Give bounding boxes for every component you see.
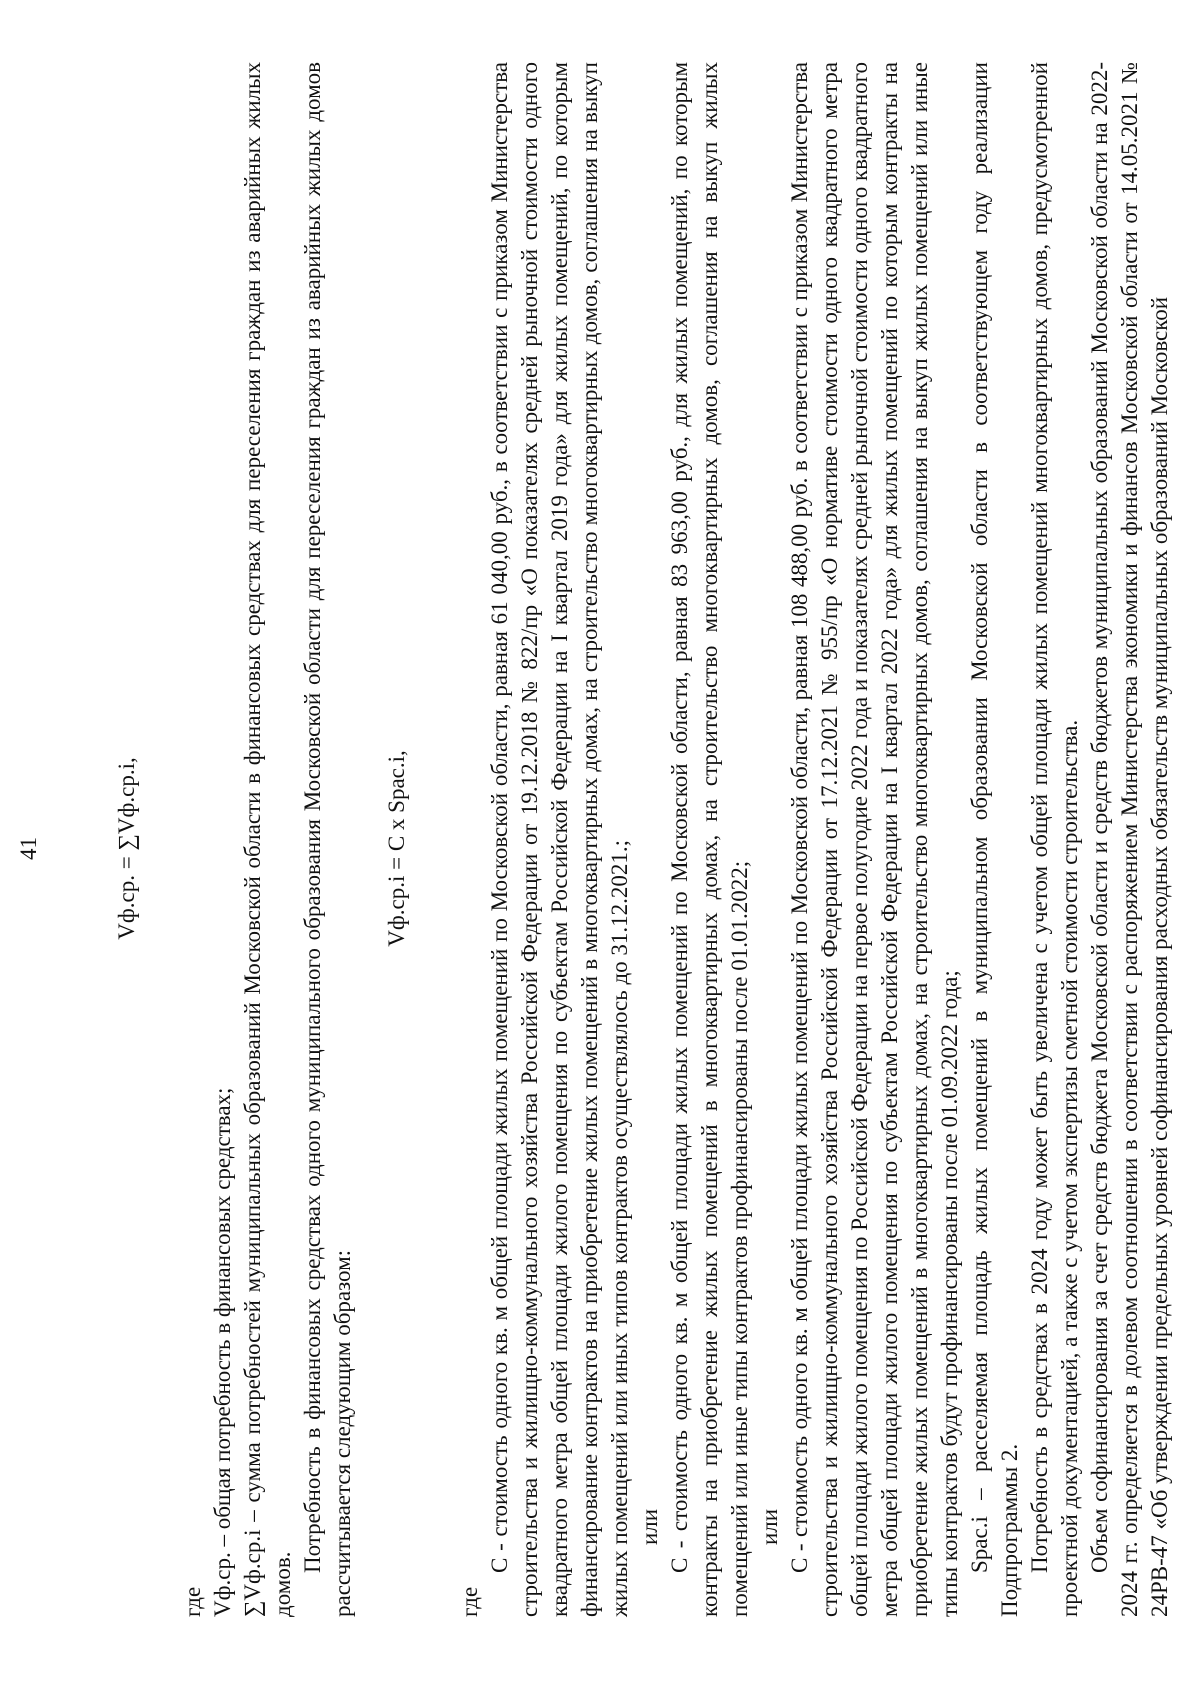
cost-definition-2: С - стоимость одного кв. м общей площади жилых помещений по Московской области, равная 83 963,00 руб., для жилых помещений, по которым контракты на приобретение жилых помещений в многоквартирных домах, на строительство многоквартирных домов, соглашения на выкуп жилых помещений или иные типы контрактов профинансированы после 01.01.2022; [667,62,752,1617]
spac-definition: Spac.i – расселяемая площадь жилых помещений в муниципальном образовании Московской области в соответствующем году реализации Подпрограммы 2. [967,62,1022,1617]
or-label: или [637,1508,662,1545]
cost-definition-1: С - стоимость одного кв. м общей площади жилых помещений по Московской области, равная 61 040,00 руб., в соответствии с приказом Министерства строительства и жилищно-коммунального хозяйства Российской Федерации от 19.12.2018 № 822/пр «О показателях средней рыночной стоимости одного квадратного метра общей площади жилого помещения по субъектам Российской Федерации на I квартал 2019 года» для жилых помещений, по которым финансирование контрактов на приобретение жилых помещений в многоквартирных домах, на строительство многоквартирных домов, соглашения на выкуп жилых помещений или иных типов контрактов осуществлялось до 31.12.2021.; [487,62,632,1617]
where-label: где [180,1586,205,1617]
formula-total: Vф.ср. = ∑Vф.ср.i, [114,757,139,940]
definition-total: Vф.ср. – общая потребность в финансовых средствах; [210,1087,235,1617]
paragraph-cofinancing: Объем софинансирования за счет средств бюджета Московской области и средств бюджетов муниципальных образований Московской области на 2022-2024 гг. определяется в долевом соотношении в соответствии с распоряжением Министерства экономики и финансов Московской области от 14.05.2021 № 24РВ-47 «Об утверждении предельных уровней софинансирования расходных обязательств муниципальных образований Московской [1087,62,1172,1617]
page-number: 41 [16,837,41,860]
or-label: или [757,1508,782,1545]
definition-sum: ∑Vф.ср.i – сумма потребностей муниципальных образований Московской области в финансовых средствах для переселения граждан из аварийных жилых домов. [240,62,295,1617]
definitions-block-2 [455,62,1175,1617]
formula-municipal: Vф.ср.i = С х Spac.i, [384,750,409,947]
paragraph-calculation: Потребность в финансовых средствах одного муниципального образования Московской области для переселения граждан из аварийных жилых домов рассчитывается следующим образом: [300,62,355,1617]
definitions-block-1 [178,62,358,1617]
where-label: где [457,1586,482,1617]
paragraph-need-2024: Потребность в средствах в 2024 году может быть увеличена с учетом общей площади жилых помещений многоквартирных домов, предусмотренной проектной документацией, а также с учетом экспертизы сметной стоимости строительства. [1027,62,1082,1617]
cost-definition-3: С - стоимость одного кв. м общей площади жилых помещений по Московской области, равная 108 488,00 руб. в соответствии с приказом Министерства строительства и жилищно-коммунального хозяйства Российской Федерации от 17.12.2021 № 955/пр «О нормативе стоимости одного квадратного метра общей площади жилого помещения по Российской Федерации на первое полугодие 2022 года и показателях средней рыночной стоимости одного квадратного метра общей площади жилого помещения по субъектам Российской Федерации на I квартал 2022 года» для жилых помещений по которым контракты на приобретение жилых помещений в многоквартирных домах, на строительство многоквартирных домов, соглашения на выкуп жилых помещений или иные типы контрактов будут профинансированы после 01.09.2022 года; [787,62,962,1617]
